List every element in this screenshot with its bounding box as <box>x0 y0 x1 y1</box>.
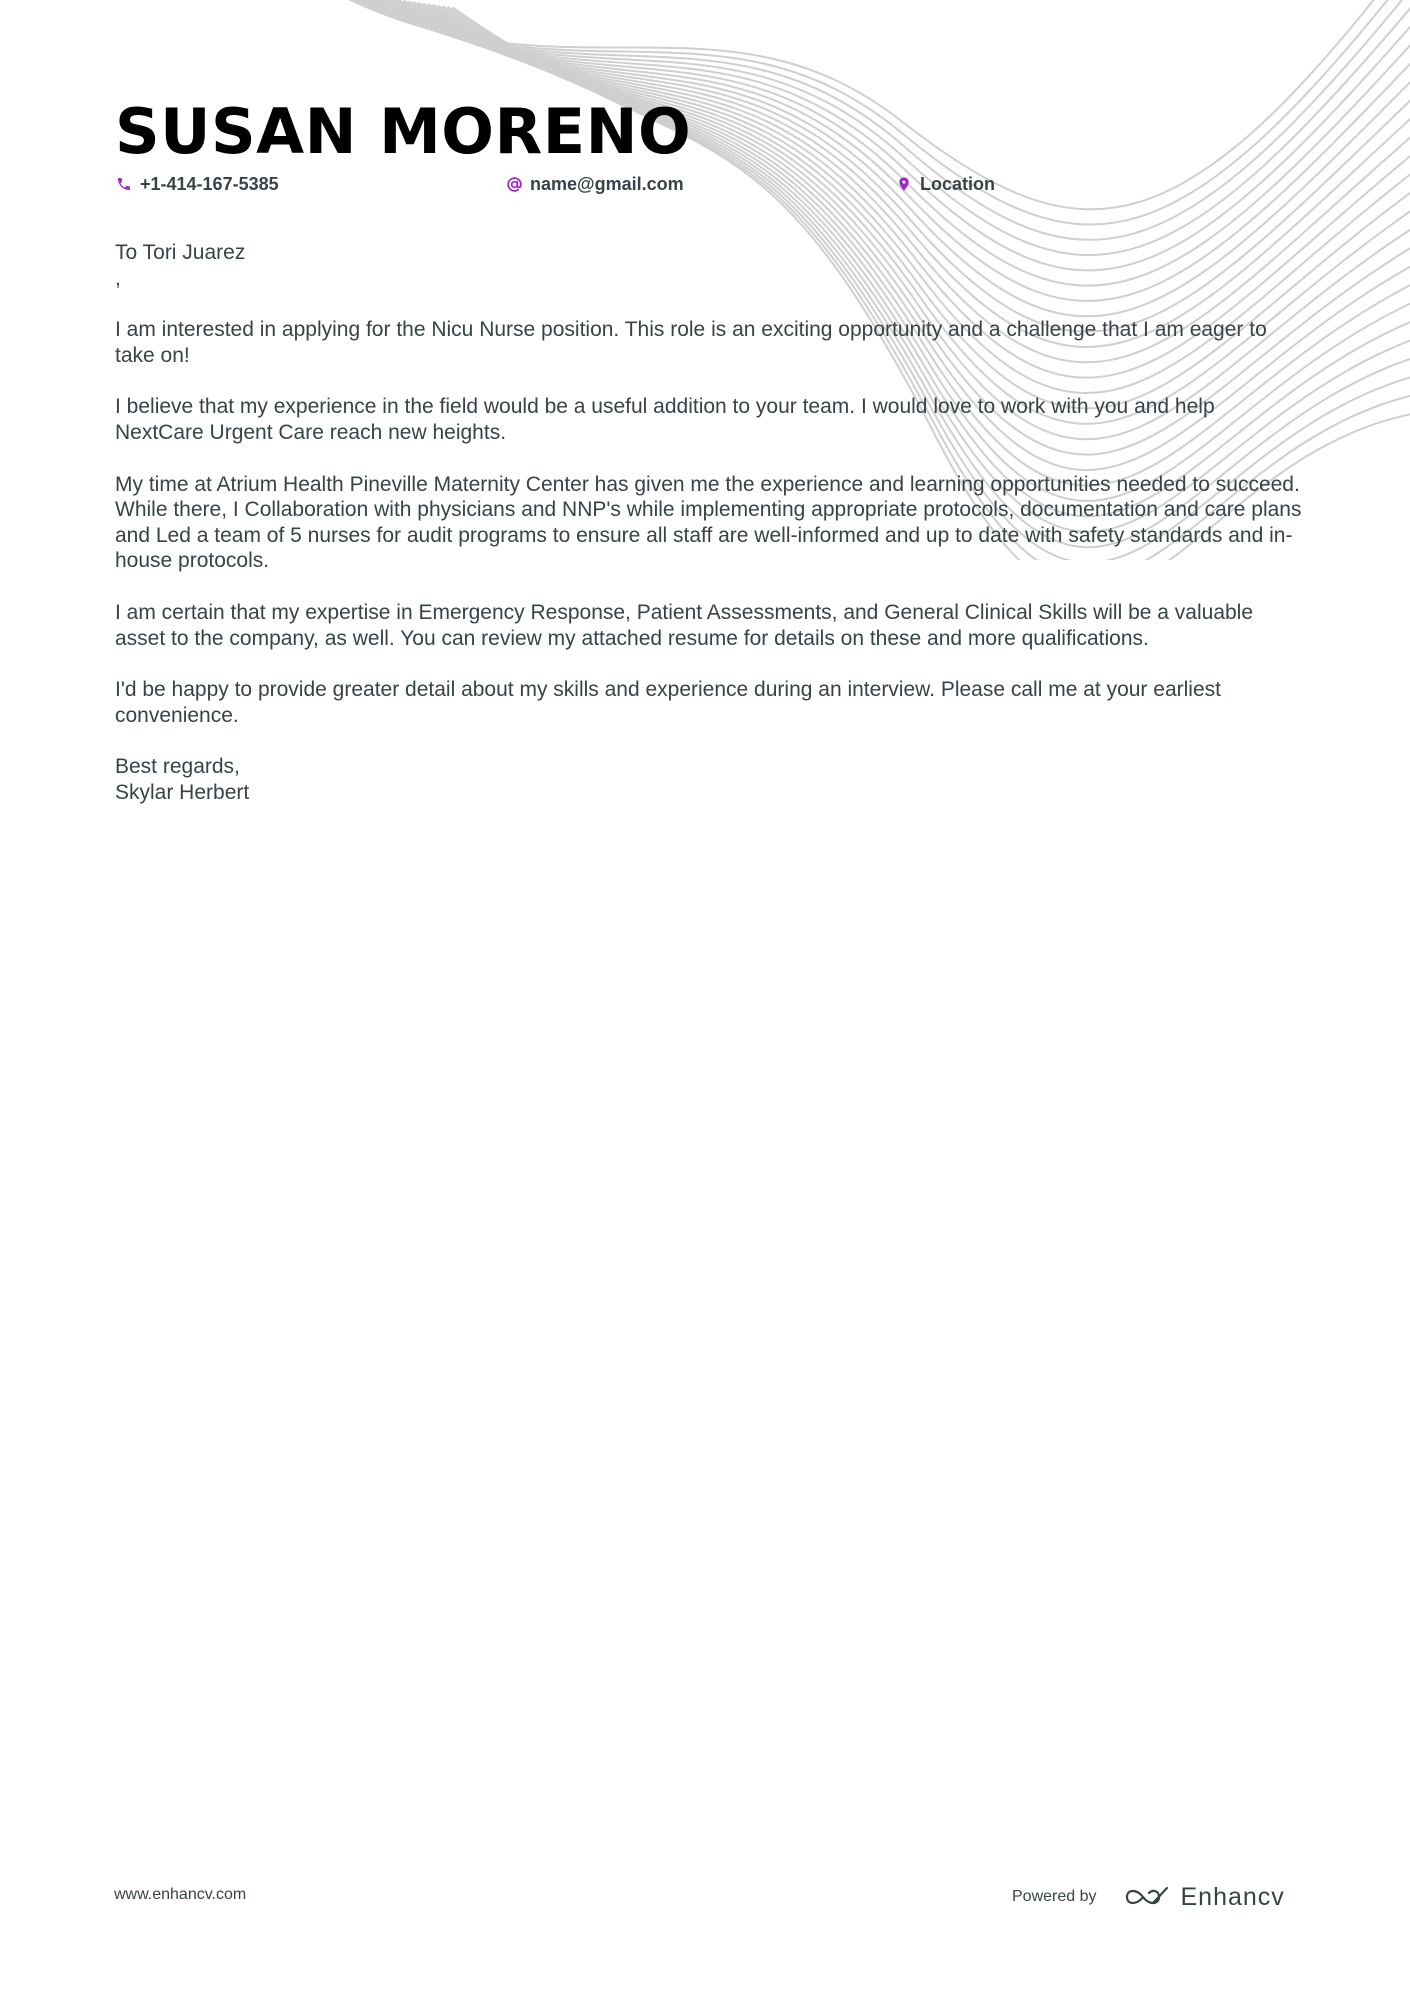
enhancv-logo-icon <box>1123 1884 1171 1910</box>
letter-body <box>115 240 1305 806</box>
closing <box>115 754 1305 805</box>
enhancv-brand-name: Enhancv <box>1180 1883 1285 1911</box>
paragraph-5: I'd be happy to provide greater detail about my skills and experience during an interview. Please call me at your earliest convenience. <box>115 678 1221 727</box>
footer-powered-by[interactable] <box>1012 1882 1285 1912</box>
phone-text: +1-414-167-5385 <box>140 174 279 194</box>
paragraph-2: I believe that my experience in the field would be a useful addition to your team. I would love to work with you and help NextCare Urgent Care reach new heights. <box>115 395 1215 444</box>
letter-header <box>115 94 1295 198</box>
contact-phone[interactable] <box>115 170 279 198</box>
contact-email[interactable] <box>505 170 684 198</box>
contact-location <box>895 170 995 198</box>
paragraph-1: I am interested in applying for the Nicu Nurse position. This role is an exciting opportunity and a challenge that I am eager to take on! <box>115 318 1267 367</box>
phone-icon <box>115 175 133 193</box>
salutation <box>115 240 1305 291</box>
location-text: Location <box>920 174 995 194</box>
signature: Skylar Herbert <box>115 780 250 804</box>
applicant-name: SUSAN MORENO <box>115 95 692 168</box>
salutation-comma: , <box>115 266 121 290</box>
contact-info <box>115 170 1295 198</box>
powered-by-label: Powered by <box>1012 1888 1097 1905</box>
paragraph-3: My time at Atrium Health Pineville Maternity Center has given me the experience and learning opportunities needed to succeed. While there, I Collaboration with physicians and NNP's while implementing appropriate protocols, documentation and care plans and Led a team of 5 nurses for audit programs to ensure all staff are well-informed and up to date with safety standards and in-house protocols. <box>115 472 1302 573</box>
paragraph-4: I am certain that my expertise in Emergency Response, Patient Assessments, and General Clinical Skills will be a valuable asset to the company, as well. You can review my attached resume for details on these and more qualifications. <box>115 600 1254 650</box>
at-icon <box>505 175 523 193</box>
footer-website-link[interactable]: www.enhancv.com <box>114 1886 247 1903</box>
closing-line: Best regards, <box>115 755 240 779</box>
map-pin-icon <box>895 175 913 193</box>
email-text: name@gmail.com <box>530 174 684 194</box>
recipient-line: To Tori Juarez <box>115 241 246 264</box>
